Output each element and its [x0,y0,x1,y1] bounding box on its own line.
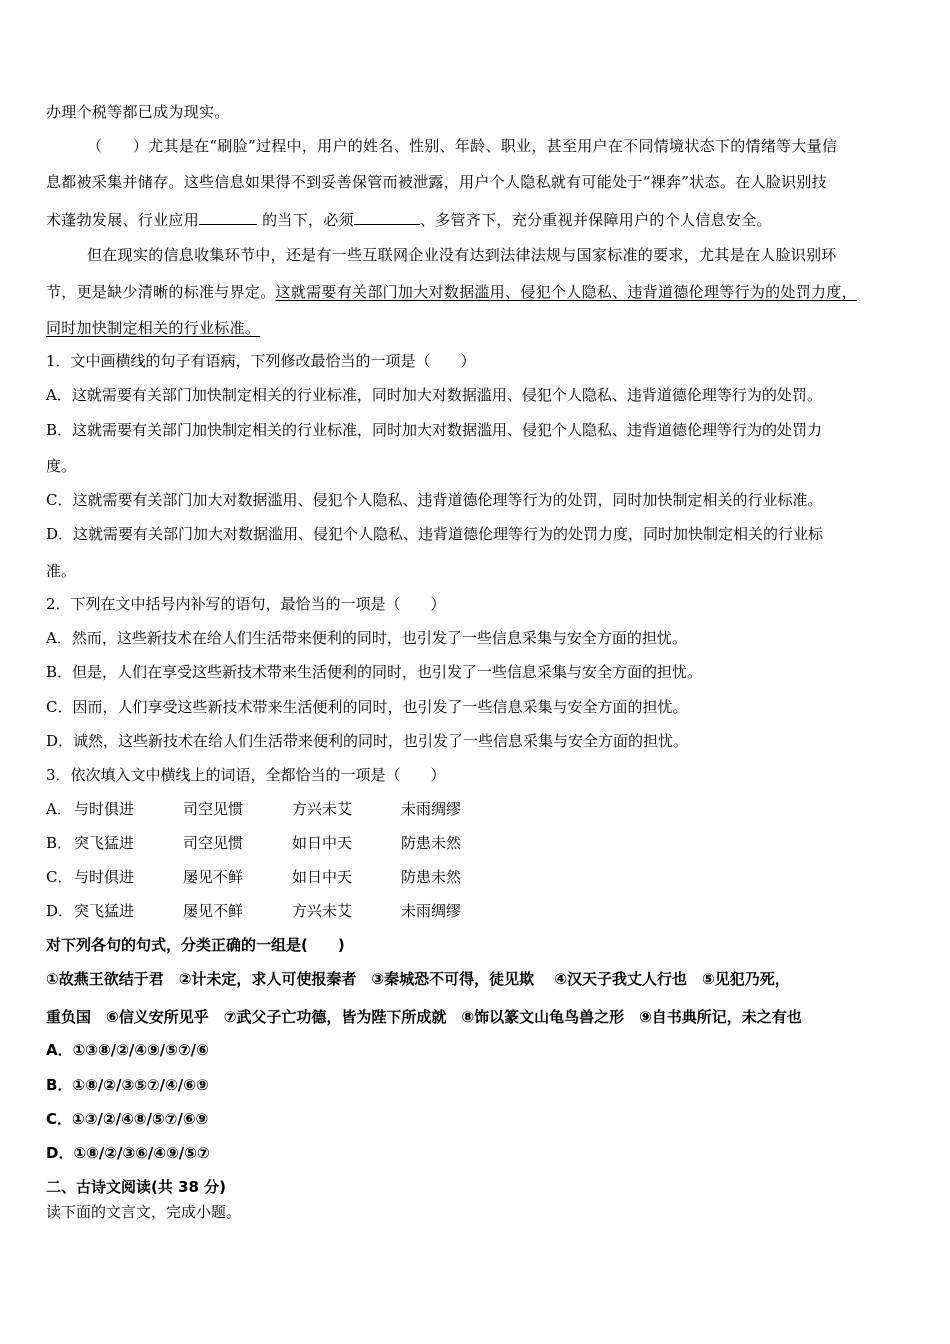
fill-blank [199,210,257,225]
q3-stem: 3．依次填入文中横线上的词语，全都恰当的一项是（ ） [46,766,446,784]
passage-line: 息都被采集并储存。这些信息如果得不到妥善保管而被泄露，用户个人隐私就有可能处于“裸奔”状态。在人脸识别技 [46,173,827,191]
q2-stem: 2．下列在文中括号内补写的语句，最恰当的一项是（ ） [46,595,446,613]
q4-sentences-cont: 重负国 ⑥信义安所见乎 ⑦武父子亡功德，皆为陛下所成就 ⑧饰以篆文山龟鸟兽之形 ⑨自书典所记，未之有也 [46,1008,802,1026]
q4-option-d: D．①⑧/②/③⑥/④⑨/⑤⑦ [46,1144,210,1162]
q1-option-b: B．这就需要有关部门加快制定相关的行业标准，同时加大对数据滥用、侵犯个人隐私、违背道德伦理等行为的处罚力 [46,421,823,439]
q4-option-a: A．①③⑧/②/④⑨/⑤⑦/⑥ [46,1041,209,1059]
q1-option-d-cont: 准。 [46,562,77,580]
answer-bracket: （ ） [87,137,149,155]
q3-option-a: A． 与时俱进 司空见惯 方兴未艾 未雨绸缪 [46,800,462,818]
q4-option-c: C．①③/②/④⑧/⑤⑦/⑥⑨ [46,1110,209,1128]
passage-line: 但在现实的信息收集环节中，还是有一些互联网企业没有达到法律法规与国家标准的要求，尤其是在人脸识别环 [87,246,837,264]
q1-option-d: D．这就需要有关部门加大对数据滥用、侵犯个人隐私、违背道德伦理等行为的处罚力度，同时加快制定相关的行业标 [46,525,824,543]
q1-option-a: A．这就需要有关部门加快制定相关的行业标准，同时加大对数据滥用、侵犯个人隐私、违背道德伦理等行为的处罚。 [46,386,822,404]
q4-sentences: ①故燕王欲结于君 ②计未定，求人可使报秦者 ③秦城恐不可得，徒见欺 ④汉天子我丈人行也 ⑤见犯乃死， [46,970,790,988]
q1-stem: 1．文中画横线的句子有语病，下列修改最恰当的一项是（ ） [46,352,476,370]
passage-line: 术蓬勃发展、行业应用 的当下，必须 、多管齐下，充分重视并保障用户的个人信息安全。 [46,211,772,229]
passage-line: 办理个税等都已成为现实。 [46,103,230,121]
q2-option-a: A．然而，这些新技术在给人们生活带来便利的同时，也引发了一些信息采集与安全方面的担忧。 [46,629,687,647]
passage-line: 节，更是缺少清晰的标准与界定。这就需要有关部门加大对数据滥用、侵犯个人隐私、违背道德伦理等行为的处罚力度， [46,283,857,301]
underlined-sentence: 这就需要有关部门加大对数据滥用、侵犯个人隐私、违背道德伦理等行为的处罚力度， [275,283,857,301]
q2-option-b: B．但是，人们在享受这些新技术带来生活便利的同时，也引发了一些信息采集与安全方面的担忧。 [46,663,703,681]
q4-stem: 对下列各句的句式，分类正确的一组是( ) [46,936,345,954]
q3-option-c: C． 与时俱进 屡见不鲜 如日中天 防患未然 [46,868,462,886]
q2-option-c: C．因而，人们享受这些新技术带来生活便利的同时，也引发了一些信息采集与安全方面的担忧。 [46,698,688,716]
section-intro: 读下面的文言文，完成小题。 [46,1203,242,1221]
q1-option-b-cont: 度。 [46,457,77,475]
q3-option-b: B． 突飞猛进 司空见惯 如日中天 防患未然 [46,834,462,852]
underlined-sentence: 同时加快制定相关的行业标准。 [46,319,261,337]
q1-option-c: C．这就需要有关部门加大对数据滥用、侵犯个人隐私、违背道德伦理等行为的处罚，同时加快制定相关的行业标准。 [46,491,823,509]
fill-blank [354,210,420,225]
section-heading: 二、古诗文阅读(共 38 分) [46,1178,227,1196]
q2-option-d: D．诚然，这些新技术在给人们生活带来便利的同时，也引发了一些信息采集与安全方面的担忧。 [46,732,689,750]
passage-line: （ ）尤其是在“刷脸”过程中，用户的姓名、性别、年龄、职业，甚至用户在不同情境状态下的情绪等大量信 [87,137,838,155]
q3-option-d: D．突飞猛进 屡见不鲜 方兴未艾 未雨绸缪 [46,902,462,920]
q4-option-b: B．①⑧/②/③⑤⑦/④/⑥⑨ [46,1076,209,1094]
